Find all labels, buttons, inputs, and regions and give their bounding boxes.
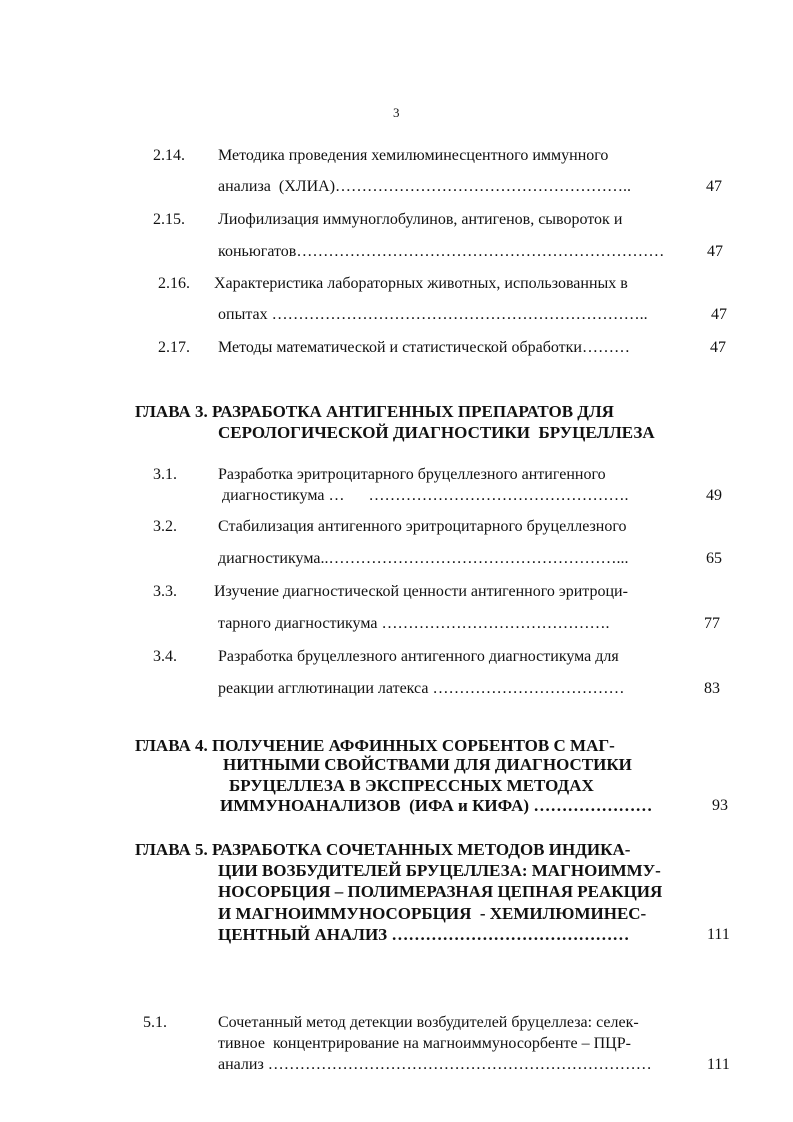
entry-title-cont: анализа (ХЛИА)………………………………………………..	[218, 178, 632, 195]
entry-number: 3.1.	[153, 466, 177, 483]
entry-title: Характеристика лабораторных животных, использованных в	[214, 275, 628, 292]
entry-page: 47	[706, 178, 722, 195]
entry-title: Разработка эритроцитарного бруцеллезного антигенного	[218, 466, 606, 483]
entry-number: 3.4.	[153, 648, 177, 665]
entry-title-cont: тивное концентрирование на магноиммуносорбенте – ПЦР-	[218, 1035, 631, 1052]
chapter-heading: ГЛАВА 5. РАЗРАБОТКА СОЧЕТАННЫХ МЕТОДОВ ИНДИКА-	[135, 840, 631, 859]
entry-title-cont: диагностикума..………………………………………………...	[218, 550, 629, 567]
entry-title-cont: тарного диагностикума …………………………………….	[218, 615, 610, 632]
entry-title: Изучение диагностической ценности антигенного эритроци-	[214, 583, 628, 600]
entry-title: Стабилизация антигенного эритроцитарного бруцеллезного	[218, 518, 627, 535]
entry-title: Методы математической и статистической обработки………	[218, 339, 630, 356]
entry-page: 47	[710, 339, 726, 356]
entry-page: 111	[707, 1056, 730, 1073]
entry-number: 2.15.	[153, 211, 185, 228]
entry-title-cont: реакции агглютинации латекса ………………………………	[218, 680, 625, 697]
entry-title: Методика проведения хемилюминесцентного иммунного	[218, 147, 609, 164]
entry-number: 5.1.	[143, 1014, 167, 1031]
entry-title-cont: диагностикума … ………………………………………….	[222, 487, 629, 504]
entry-number: 2.16.	[158, 275, 190, 292]
entry-number: 2.14.	[153, 147, 185, 164]
entry-title-cont: анализ ………………………………………………………………	[218, 1056, 652, 1073]
entry-page: 47	[711, 306, 727, 323]
chapter-heading-cont: НИТНЫМИ СВОЙСТВАМИ ДЛЯ ДИАГНОСТИКИ	[223, 755, 632, 774]
entry-page: 77	[704, 615, 720, 632]
chapter-heading: ГЛАВА 4. ПОЛУЧЕНИЕ АФФИННЫХ СОРБЕНТОВ С МАГ-	[135, 736, 615, 755]
entry-number: 3.3.	[153, 583, 177, 600]
entry-number: 3.2.	[153, 518, 177, 535]
page-number: 3	[393, 105, 400, 120]
entry-page: 93	[712, 797, 728, 814]
entry-page: 65	[706, 550, 722, 567]
chapter-heading-cont: ЦИИ ВОЗБУДИТЕЛЕЙ БРУЦЕЛЛЕЗА: МАГНОИММУ-	[218, 861, 661, 880]
entry-title: Лиофилизация иммуноглобулинов, антигенов, сывороток и	[218, 211, 623, 228]
chapter-heading-cont: БРУЦЕЛЛЕЗА В ЭКСПРЕССНЫХ МЕТОДАХ	[229, 776, 594, 795]
entry-title: Сочетанный метод детекции возбудителей бруцеллеза: селек-	[218, 1014, 639, 1031]
entry-page: 83	[704, 680, 720, 697]
chapter-heading-cont: СЕРОЛОГИЧЕСКОЙ ДИАГНОСТИКИ БРУЦЕЛЛЕЗА	[218, 423, 655, 442]
entry-title: Разработка бруцеллезного антигенного диагностикума для	[218, 648, 619, 665]
entry-page: 111	[707, 926, 730, 943]
entry-page: 47	[707, 243, 723, 260]
chapter-heading-cont: ЦЕНТНЫЙ АНАЛИЗ ……………………………………	[218, 925, 630, 944]
entry-number: 2.17.	[158, 339, 190, 356]
entry-title-cont: опытах ……………………………………………………………..	[218, 306, 648, 323]
chapter-heading-cont: И МАГНОИММУНОСОРБЦИЯ - ХЕМИЛЮМИНЕС-	[218, 904, 647, 923]
entry-title-cont: коньюгатов……………………………………………………………	[218, 243, 665, 260]
chapter-heading: ГЛАВА 3. РАЗРАБОТКА АНТИГЕННЫХ ПРЕПАРАТОВ ДЛЯ	[135, 402, 614, 421]
chapter-heading-cont: ИММУНОАНАЛИЗОВ (ИФА и КИФА) …………………	[220, 796, 653, 815]
entry-page: 49	[706, 487, 722, 504]
chapter-heading-cont: НОСОРБЦИЯ – ПОЛИМЕРАЗНАЯ ЦЕПНАЯ РЕАКЦИЯ	[218, 882, 663, 901]
